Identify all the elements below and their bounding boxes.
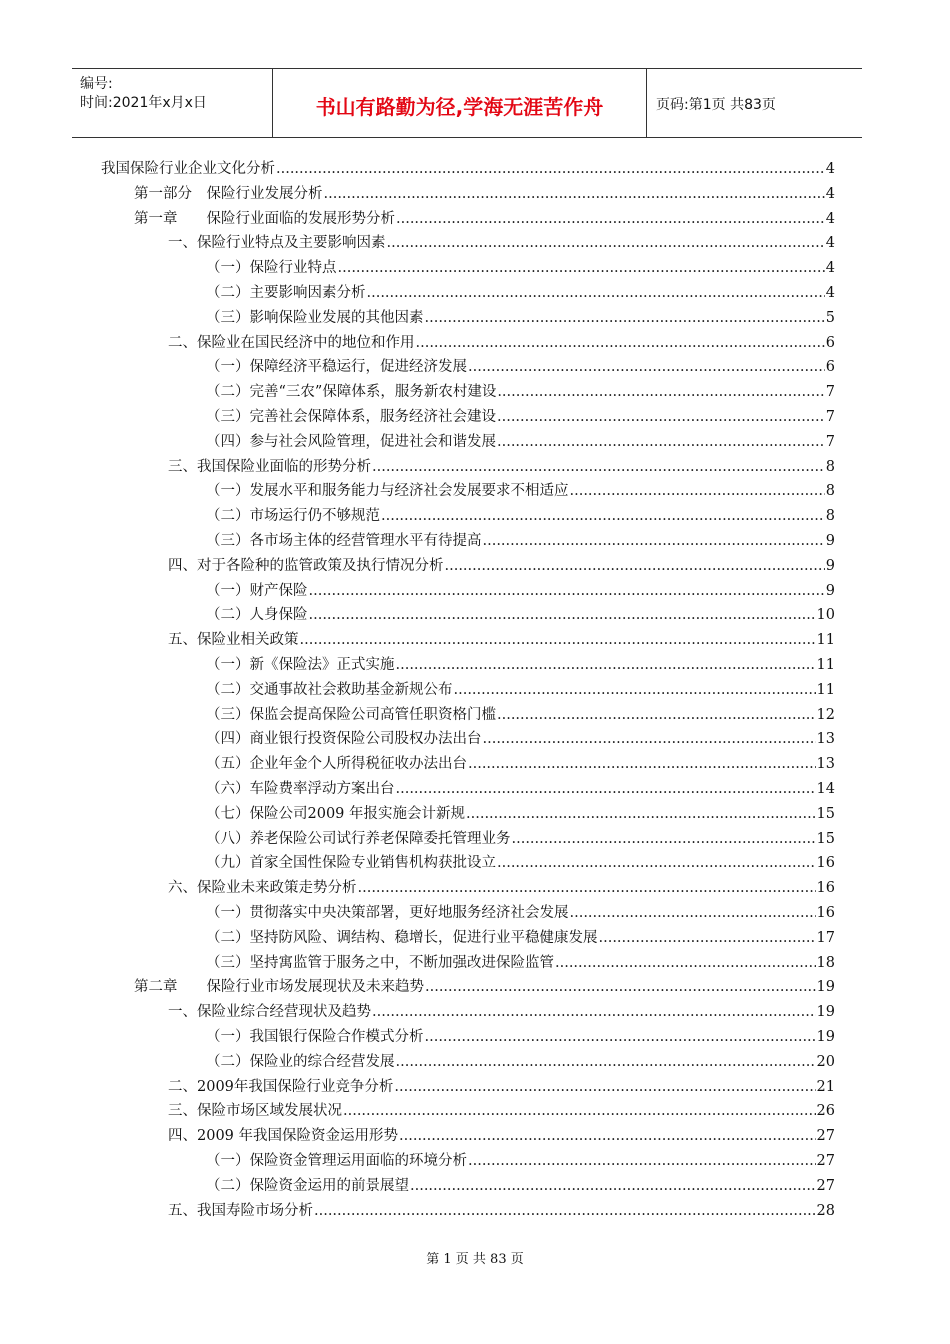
toc-leader-dots	[570, 480, 825, 502]
toc-entry-page: 27	[816, 1153, 835, 1169]
toc-leader-dots	[309, 604, 816, 626]
toc-entry[interactable]	[168, 232, 835, 254]
toc-leader-dots	[570, 902, 816, 924]
toc-entry-title: 第一章 保险行业面临的发展形势分析	[134, 210, 395, 227]
toc-leader-dots	[497, 431, 825, 453]
toc-entry-page: 4	[825, 260, 835, 277]
toc-entry-title: 五、我国寿险市场分析	[168, 1202, 313, 1219]
toc-entry-title: 一、保险行业特点及主要影响因素	[168, 235, 386, 252]
toc-entry-page: 16	[816, 880, 835, 897]
toc-entry-title: （三）保监会提高保险公司高管任职资格门槛	[206, 706, 496, 723]
toc-entry-title: （九）首家全国性保险专业销售机构获批设立	[206, 855, 496, 872]
toc-entry[interactable]	[168, 1200, 835, 1222]
toc-entry-title: （二）保险资金运用的前景展望	[206, 1177, 409, 1194]
toc-leader-dots	[454, 679, 816, 701]
toc-leader-dots	[497, 852, 816, 874]
toc-entry-page: 16	[816, 855, 835, 872]
toc-leader-dots	[367, 282, 825, 304]
toc-leader-dots	[372, 456, 825, 478]
toc-entry-page: 28	[816, 1202, 835, 1219]
toc-entry-title: 六、保险业未来政策走势分析	[168, 880, 357, 897]
toc-leader-dots	[381, 505, 825, 527]
toc-entry-page: 10	[816, 607, 835, 624]
toc-entry[interactable]	[168, 555, 835, 577]
document-header	[72, 68, 862, 138]
toc-entry[interactable]	[206, 406, 835, 428]
toc-entry-title: 四、2009 年我国保险资金运用形势	[168, 1128, 399, 1145]
toc-entry[interactable]	[206, 580, 835, 602]
toc-entry-page: 4	[825, 285, 835, 301]
toc-entry[interactable]	[168, 629, 835, 651]
toc-entry[interactable]	[168, 877, 835, 899]
toc-entry-title: （八）养老保险公司试行养老保障委托管理业务	[206, 830, 511, 847]
number-label: 编号:	[80, 76, 113, 92]
toc-entry-page: 19	[816, 1029, 835, 1045]
toc-entry-title: （一）保险行业特点	[206, 260, 337, 277]
toc-entry-title: （二）市场运行仍不够规范	[206, 508, 380, 525]
toc-leader-dots	[396, 778, 816, 800]
toc-leader-dots	[300, 629, 816, 651]
toc-leader-dots	[483, 728, 816, 750]
toc-leader-dots	[396, 654, 816, 676]
header-info-cell	[72, 69, 272, 137]
toc-entry[interactable]	[206, 952, 835, 974]
toc-entry[interactable]	[206, 530, 835, 552]
toc-entry-page: 13	[816, 731, 835, 748]
toc-entry-title: 二、保险业在国民经济中的地位和作用	[168, 334, 415, 351]
toc-leader-dots	[314, 1200, 816, 1222]
toc-leader-dots	[466, 803, 816, 825]
toc-entry-title: （二）完善“三农”保障体系，服务新农村建设	[206, 384, 497, 401]
toc-leader-dots	[468, 1150, 816, 1172]
toc-entry-page: 21	[816, 1078, 835, 1095]
toc-entry-page: 6	[825, 334, 835, 351]
toc-entry[interactable]	[101, 158, 835, 180]
toc-leader-dots	[416, 332, 825, 354]
toc-entry[interactable]	[206, 1175, 835, 1197]
toc-entry-page: 8	[825, 483, 835, 500]
toc-entry-page: 15	[816, 805, 835, 822]
toc-leader-dots	[399, 1125, 816, 1147]
time-label: 时间:2021年x月x日	[80, 95, 207, 111]
toc-entry-title: 第二章 保险行业市场发展现状及未来趋势	[134, 979, 424, 996]
page-footer: 第 1 页 共 83 页	[426, 1252, 524, 1267]
toc-entry[interactable]	[206, 356, 835, 378]
toc-entry-page: 13	[816, 756, 835, 773]
toc-entry[interactable]	[206, 902, 835, 924]
toc-entry-title: 五、保险业相关政策	[168, 632, 299, 649]
toc-entry-title: （四）商业银行投资保险公司股权办法出台	[206, 731, 482, 748]
toc-entry-page: 7	[825, 433, 835, 450]
toc-leader-dots	[358, 877, 816, 899]
toc-entry[interactable]	[206, 927, 835, 949]
toc-entry-title: 三、我国保险业面临的形势分析	[168, 458, 371, 475]
toc-entry[interactable]	[206, 480, 835, 502]
toc-entry-page: 4	[825, 161, 835, 177]
toc-entry-title: （三）完善社会保障体系，服务经济社会建设	[206, 409, 496, 425]
toc-entry-title: 二、2009年我国保险行业竞争分析	[168, 1078, 394, 1095]
toc-entry-page: 4	[825, 185, 835, 202]
toc-leader-dots	[343, 1100, 816, 1122]
toc-entry[interactable]	[206, 505, 835, 527]
toc-leader-dots	[338, 257, 825, 279]
toc-entry[interactable]	[206, 753, 835, 775]
toc-entry-page: 12	[816, 706, 835, 723]
toc-entry[interactable]	[206, 852, 835, 874]
toc-entry-page: 9	[825, 557, 835, 574]
toc-entry[interactable]	[206, 1051, 835, 1073]
toc-leader-dots	[394, 1076, 815, 1098]
toc-entry-page: 14	[816, 781, 835, 797]
toc-entry[interactable]	[206, 728, 835, 750]
toc-entry[interactable]	[168, 1125, 835, 1147]
toc-entry[interactable]	[206, 381, 835, 403]
toc-entry[interactable]	[168, 456, 835, 478]
toc-entry-page: 18	[816, 954, 835, 971]
toc-entry-title: （一）发展水平和服务能力与经济社会发展要求不相适应	[206, 483, 569, 500]
toc-entry-title: （二）坚持防风险、调结构、稳增长，促进行业平稳健康发展	[206, 929, 598, 946]
toc-entry-page: 16	[816, 905, 835, 921]
toc-leader-dots	[410, 1175, 816, 1197]
toc-entry[interactable]	[206, 282, 835, 304]
toc-leader-dots	[425, 976, 816, 998]
toc-entry-title: 一、保险业综合经营现状及趋势	[168, 1004, 371, 1021]
toc-entry[interactable]	[206, 257, 835, 279]
toc-leader-dots	[396, 1051, 816, 1073]
toc-entry-page: 7	[825, 384, 835, 401]
toc-entry-page: 11	[816, 681, 835, 698]
toc-leader-dots	[497, 381, 824, 403]
toc-entry[interactable]	[168, 1076, 835, 1098]
toc-leader-dots	[497, 704, 816, 726]
toc-entry-page: 6	[825, 359, 835, 376]
toc-entry-page: 19	[816, 979, 835, 996]
toc-leader-dots	[425, 1026, 816, 1048]
toc-entry-title: （二）主要影响因素分析	[206, 285, 366, 301]
toc-entry-page: 11	[816, 632, 835, 649]
toc-entry-title: （六）车险费率浮动方案出台	[206, 781, 395, 797]
toc-leader-dots	[468, 356, 825, 378]
toc-entry[interactable]	[206, 654, 835, 676]
toc-entry[interactable]	[168, 1001, 835, 1023]
toc-entry[interactable]	[206, 431, 835, 453]
toc-leader-dots	[512, 828, 816, 850]
toc-entry-title: （五）企业年金个人所得税征收办法出台	[206, 756, 467, 773]
toc-entry-title: （一）我国银行保险合作模式分析	[206, 1029, 424, 1045]
toc-entry-title: 三、保险市场区域发展状况	[168, 1103, 342, 1120]
toc-entry[interactable]	[206, 307, 835, 329]
toc-entry-title: 四、对于各险种的监管政策及执行情况分析	[168, 557, 444, 574]
toc-entry[interactable]	[206, 679, 835, 701]
toc-entry-page: 4	[825, 235, 835, 252]
toc-entry-title: （一）保险资金管理运用面临的环境分析	[206, 1153, 467, 1169]
toc-entry-title: （四）参与社会风险管理，促进社会和谐发展	[206, 433, 496, 450]
toc-entry-page: 27	[816, 1177, 835, 1194]
toc-leader-dots	[599, 927, 816, 949]
toc-entry-page: 4	[825, 210, 835, 227]
toc-leader-dots	[324, 183, 825, 205]
toc-entry-title: 第一部分 保险行业发展分析	[134, 185, 323, 202]
toc-leader-dots	[497, 406, 825, 428]
toc-entry[interactable]	[206, 828, 835, 850]
header-motto-cell	[272, 69, 647, 137]
toc-entry-page: 8	[825, 508, 835, 525]
toc-entry[interactable]	[168, 1100, 835, 1122]
toc-entry-page: 9	[825, 582, 835, 599]
toc-entry-title: （一）贯彻落实中央决策部署，更好地服务经济社会发展	[206, 905, 569, 921]
page-code: 页码:第1页 共83页	[656, 97, 776, 113]
toc-leader-dots	[396, 208, 825, 230]
toc-entry[interactable]	[134, 976, 835, 998]
toc-entry-page: 19	[816, 1004, 835, 1021]
toc-leader-dots	[309, 580, 825, 602]
toc-entry[interactable]	[206, 778, 835, 800]
toc-entry[interactable]	[206, 704, 835, 726]
toc-leader-dots	[483, 530, 825, 552]
toc-leader-dots	[276, 158, 825, 180]
toc-entry-page: 5	[825, 309, 835, 326]
toc-entry-page: 27	[816, 1128, 835, 1145]
toc-entry[interactable]	[206, 1150, 835, 1172]
toc-entry[interactable]	[134, 183, 835, 205]
toc-entry-page: 11	[816, 657, 835, 673]
toc-entry[interactable]	[168, 332, 835, 354]
toc-entry-page: 15	[816, 830, 835, 847]
toc-entry-title: （二）交通事故社会救助基金新规公布	[206, 681, 453, 698]
toc-entry-title: （一）财产保险	[206, 582, 308, 599]
toc-entry[interactable]	[206, 803, 835, 825]
toc-leader-dots	[555, 952, 816, 974]
toc-entry-title: （七）保险公司2009 年报实施会计新规	[206, 805, 466, 822]
toc-entry-title: （一）保障经济平稳运行，促进经济发展	[206, 359, 467, 376]
toc-entry[interactable]	[206, 604, 835, 626]
toc-entry-title: （一）新《保险法》正式实施	[206, 657, 395, 673]
toc-entry[interactable]	[206, 1026, 835, 1048]
toc-entry-page: 26	[816, 1103, 835, 1120]
toc-leader-dots	[372, 1001, 816, 1023]
toc-entry[interactable]	[134, 208, 835, 230]
toc-entry-page: 8	[825, 458, 835, 475]
toc-leader-dots	[445, 555, 825, 577]
toc-entry-title: （二）人身保险	[206, 607, 308, 624]
toc-entry-page: 9	[825, 533, 835, 549]
toc-entry-title: （三）坚持寓监管于服务之中，不断加强改进保险监管	[206, 954, 554, 971]
toc-leader-dots	[425, 307, 825, 329]
toc-entry-page: 17	[816, 929, 835, 946]
toc-entry-page: 20	[816, 1053, 835, 1070]
toc-leader-dots	[387, 232, 825, 254]
toc-entry-page: 7	[825, 409, 835, 425]
toc-entry-title: （三）影响保险业发展的其他因素	[206, 309, 424, 326]
toc-entry-title: （三）各市场主体的经营管理水平有待提高	[206, 533, 482, 549]
toc-leader-dots	[468, 753, 816, 775]
toc-entry-title: （二）保险业的综合经营发展	[206, 1053, 395, 1070]
motto-text: 书山有路勤为径,学海无涯苦作舟	[315, 95, 604, 119]
toc-entry-title: 我国保险行业企业文化分析	[101, 161, 275, 177]
header-page-cell	[646, 69, 862, 137]
